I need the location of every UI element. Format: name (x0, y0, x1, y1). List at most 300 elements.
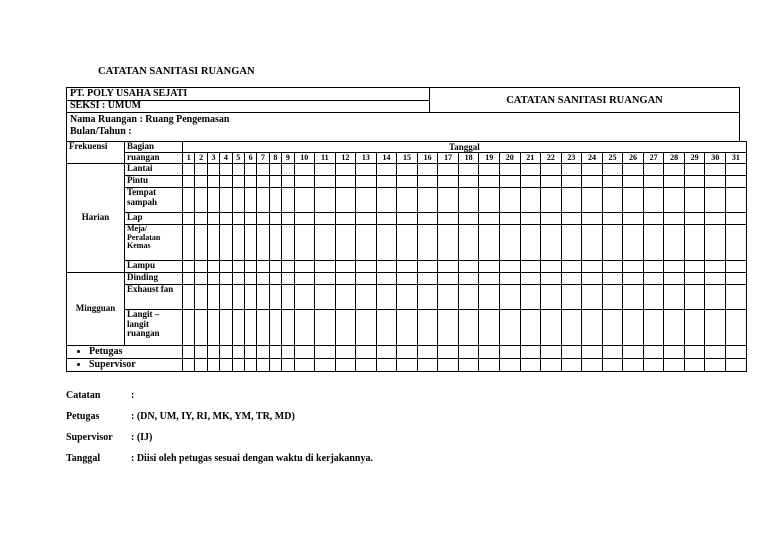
day-cell[interactable] (376, 164, 397, 176)
day-cell[interactable] (499, 310, 520, 346)
day-cell[interactable] (294, 346, 315, 359)
day-cell[interactable] (664, 164, 685, 176)
day-cell[interactable] (438, 225, 459, 261)
day-cell[interactable] (479, 346, 500, 359)
day-cell[interactable] (541, 310, 562, 346)
day-cell[interactable] (376, 225, 397, 261)
day-cell[interactable] (499, 188, 520, 213)
day-cell[interactable] (684, 164, 705, 176)
day-cell[interactable] (356, 164, 377, 176)
day-cell[interactable] (183, 285, 195, 310)
day-cell[interactable] (244, 164, 256, 176)
day-cell[interactable] (438, 213, 459, 225)
day-cell[interactable] (664, 261, 685, 273)
day-cell[interactable] (315, 310, 336, 346)
day-cell[interactable] (479, 310, 500, 346)
day-cell[interactable] (623, 261, 644, 273)
day-cell[interactable] (602, 225, 623, 261)
day-cell[interactable] (207, 213, 219, 225)
day-cell[interactable] (315, 188, 336, 213)
day-cell[interactable] (195, 225, 207, 261)
day-cell[interactable] (520, 188, 541, 213)
day-cell[interactable] (602, 261, 623, 273)
day-cell[interactable] (183, 310, 195, 346)
day-cell[interactable] (257, 273, 269, 285)
day-cell[interactable] (705, 359, 726, 372)
day-cell[interactable] (561, 310, 582, 346)
day-cell[interactable] (356, 188, 377, 213)
day-cell[interactable] (684, 176, 705, 188)
day-cell[interactable] (726, 225, 747, 261)
day-cell[interactable] (282, 285, 294, 310)
day-cell[interactable] (726, 359, 747, 372)
day-cell[interactable] (244, 273, 256, 285)
day-cell[interactable] (244, 213, 256, 225)
day-cell[interactable] (602, 285, 623, 310)
day-cell[interactable] (582, 225, 603, 261)
day-cell[interactable] (438, 188, 459, 213)
day-cell[interactable] (244, 359, 256, 372)
day-cell[interactable] (541, 359, 562, 372)
day-cell[interactable] (376, 213, 397, 225)
day-cell[interactable] (195, 188, 207, 213)
day-cell[interactable] (705, 213, 726, 225)
day-cell[interactable] (294, 285, 315, 310)
day-cell[interactable] (438, 359, 459, 372)
day-cell[interactable] (257, 176, 269, 188)
day-cell[interactable] (664, 346, 685, 359)
day-cell[interactable] (195, 164, 207, 176)
day-cell[interactable] (356, 176, 377, 188)
day-cell[interactable] (335, 213, 356, 225)
day-cell[interactable] (705, 164, 726, 176)
day-cell[interactable] (458, 261, 479, 273)
day-cell[interactable] (520, 310, 541, 346)
day-cell[interactable] (438, 310, 459, 346)
day-cell[interactable] (335, 176, 356, 188)
day-cell[interactable] (438, 346, 459, 359)
day-cell[interactable] (195, 285, 207, 310)
day-cell[interactable] (643, 273, 664, 285)
day-cell[interactable] (602, 188, 623, 213)
day-cell[interactable] (684, 213, 705, 225)
day-cell[interactable] (499, 164, 520, 176)
day-cell[interactable] (356, 359, 377, 372)
day-cell[interactable] (315, 285, 336, 310)
day-cell[interactable] (195, 273, 207, 285)
day-cell[interactable] (220, 164, 232, 176)
day-cell[interactable] (195, 261, 207, 273)
day-cell[interactable] (183, 346, 195, 359)
day-cell[interactable] (220, 346, 232, 359)
day-cell[interactable] (541, 225, 562, 261)
day-cell[interactable] (684, 225, 705, 261)
day-cell[interactable] (183, 273, 195, 285)
day-cell[interactable] (582, 188, 603, 213)
day-cell[interactable] (520, 346, 541, 359)
day-cell[interactable] (376, 346, 397, 359)
day-cell[interactable] (257, 213, 269, 225)
day-cell[interactable] (315, 359, 336, 372)
day-cell[interactable] (232, 213, 244, 225)
day-cell[interactable] (282, 346, 294, 359)
day-cell[interactable] (220, 359, 232, 372)
day-cell[interactable] (335, 310, 356, 346)
day-cell[interactable] (561, 176, 582, 188)
day-cell[interactable] (220, 261, 232, 273)
day-cell[interactable] (397, 164, 418, 176)
day-cell[interactable] (705, 176, 726, 188)
day-cell[interactable] (664, 285, 685, 310)
day-cell[interactable] (376, 188, 397, 213)
day-cell[interactable] (257, 346, 269, 359)
day-cell[interactable] (643, 225, 664, 261)
day-cell[interactable] (705, 188, 726, 213)
day-cell[interactable] (269, 225, 281, 261)
day-cell[interactable] (335, 261, 356, 273)
day-cell[interactable] (195, 176, 207, 188)
day-cell[interactable] (257, 164, 269, 176)
day-cell[interactable] (282, 273, 294, 285)
day-cell[interactable] (269, 213, 281, 225)
day-cell[interactable] (458, 285, 479, 310)
day-cell[interactable] (356, 273, 377, 285)
day-cell[interactable] (232, 261, 244, 273)
day-cell[interactable] (499, 346, 520, 359)
day-cell[interactable] (458, 225, 479, 261)
day-cell[interactable] (684, 310, 705, 346)
day-cell[interactable] (499, 359, 520, 372)
day-cell[interactable] (726, 261, 747, 273)
day-cell[interactable] (561, 213, 582, 225)
day-cell[interactable] (183, 188, 195, 213)
day-cell[interactable] (183, 176, 195, 188)
day-cell[interactable] (479, 213, 500, 225)
day-cell[interactable] (356, 261, 377, 273)
day-cell[interactable] (541, 188, 562, 213)
day-cell[interactable] (541, 213, 562, 225)
day-cell[interactable] (244, 346, 256, 359)
day-cell[interactable] (643, 285, 664, 310)
day-cell[interactable] (520, 176, 541, 188)
day-cell[interactable] (458, 176, 479, 188)
day-cell[interactable] (335, 164, 356, 176)
day-cell[interactable] (623, 285, 644, 310)
day-cell[interactable] (602, 346, 623, 359)
day-cell[interactable] (294, 164, 315, 176)
day-cell[interactable] (705, 346, 726, 359)
day-cell[interactable] (207, 346, 219, 359)
day-cell[interactable] (664, 273, 685, 285)
day-cell[interactable] (315, 261, 336, 273)
day-cell[interactable] (282, 213, 294, 225)
day-cell[interactable] (335, 188, 356, 213)
day-cell[interactable] (257, 225, 269, 261)
day-cell[interactable] (417, 176, 438, 188)
day-cell[interactable] (269, 273, 281, 285)
day-cell[interactable] (479, 225, 500, 261)
day-cell[interactable] (664, 188, 685, 213)
day-cell[interactable] (207, 285, 219, 310)
day-cell[interactable] (561, 225, 582, 261)
day-cell[interactable] (232, 346, 244, 359)
day-cell[interactable] (232, 188, 244, 213)
day-cell[interactable] (438, 273, 459, 285)
day-cell[interactable] (207, 359, 219, 372)
day-cell[interactable] (376, 285, 397, 310)
day-cell[interactable] (623, 188, 644, 213)
day-cell[interactable] (397, 346, 418, 359)
day-cell[interactable] (417, 225, 438, 261)
day-cell[interactable] (232, 176, 244, 188)
day-cell[interactable] (397, 213, 418, 225)
day-cell[interactable] (705, 273, 726, 285)
day-cell[interactable] (220, 213, 232, 225)
day-cell[interactable] (183, 213, 195, 225)
day-cell[interactable] (541, 176, 562, 188)
day-cell[interactable] (315, 346, 336, 359)
day-cell[interactable] (417, 285, 438, 310)
day-cell[interactable] (458, 164, 479, 176)
day-cell[interactable] (232, 310, 244, 346)
day-cell[interactable] (207, 188, 219, 213)
day-cell[interactable] (684, 261, 705, 273)
day-cell[interactable] (582, 273, 603, 285)
day-cell[interactable] (207, 164, 219, 176)
day-cell[interactable] (294, 359, 315, 372)
day-cell[interactable] (643, 310, 664, 346)
day-cell[interactable] (684, 188, 705, 213)
day-cell[interactable] (356, 310, 377, 346)
day-cell[interactable] (269, 188, 281, 213)
day-cell[interactable] (643, 176, 664, 188)
day-cell[interactable] (664, 310, 685, 346)
day-cell[interactable] (397, 176, 418, 188)
day-cell[interactable] (315, 273, 336, 285)
day-cell[interactable] (458, 346, 479, 359)
day-cell[interactable] (417, 213, 438, 225)
day-cell[interactable] (458, 310, 479, 346)
day-cell[interactable] (602, 273, 623, 285)
day-cell[interactable] (417, 261, 438, 273)
day-cell[interactable] (282, 164, 294, 176)
day-cell[interactable] (397, 359, 418, 372)
day-cell[interactable] (499, 176, 520, 188)
day-cell[interactable] (438, 176, 459, 188)
day-cell[interactable] (479, 176, 500, 188)
day-cell[interactable] (356, 225, 377, 261)
day-cell[interactable] (232, 273, 244, 285)
day-cell[interactable] (582, 261, 603, 273)
day-cell[interactable] (479, 273, 500, 285)
day-cell[interactable] (602, 164, 623, 176)
day-cell[interactable] (294, 225, 315, 261)
day-cell[interactable] (335, 225, 356, 261)
day-cell[interactable] (582, 213, 603, 225)
day-cell[interactable] (726, 273, 747, 285)
day-cell[interactable] (705, 310, 726, 346)
day-cell[interactable] (207, 310, 219, 346)
day-cell[interactable] (643, 188, 664, 213)
day-cell[interactable] (705, 225, 726, 261)
day-cell[interactable] (244, 176, 256, 188)
day-cell[interactable] (684, 285, 705, 310)
day-cell[interactable] (220, 188, 232, 213)
day-cell[interactable] (623, 310, 644, 346)
day-cell[interactable] (541, 164, 562, 176)
day-cell[interactable] (499, 273, 520, 285)
day-cell[interactable] (220, 285, 232, 310)
day-cell[interactable] (397, 261, 418, 273)
day-cell[interactable] (232, 359, 244, 372)
day-cell[interactable] (257, 359, 269, 372)
day-cell[interactable] (294, 176, 315, 188)
day-cell[interactable] (726, 188, 747, 213)
day-cell[interactable] (356, 213, 377, 225)
day-cell[interactable] (269, 176, 281, 188)
day-cell[interactable] (684, 273, 705, 285)
day-cell[interactable] (438, 285, 459, 310)
day-cell[interactable] (623, 273, 644, 285)
day-cell[interactable] (417, 359, 438, 372)
day-cell[interactable] (520, 273, 541, 285)
day-cell[interactable] (195, 213, 207, 225)
day-cell[interactable] (232, 164, 244, 176)
day-cell[interactable] (417, 273, 438, 285)
day-cell[interactable] (582, 285, 603, 310)
day-cell[interactable] (458, 359, 479, 372)
day-cell[interactable] (438, 261, 459, 273)
day-cell[interactable] (417, 310, 438, 346)
day-cell[interactable] (541, 273, 562, 285)
day-cell[interactable] (438, 164, 459, 176)
day-cell[interactable] (602, 359, 623, 372)
day-cell[interactable] (257, 261, 269, 273)
day-cell[interactable] (294, 310, 315, 346)
day-cell[interactable] (356, 285, 377, 310)
day-cell[interactable] (282, 176, 294, 188)
day-cell[interactable] (294, 261, 315, 273)
day-cell[interactable] (207, 176, 219, 188)
day-cell[interactable] (269, 310, 281, 346)
day-cell[interactable] (220, 225, 232, 261)
day-cell[interactable] (499, 213, 520, 225)
day-cell[interactable] (417, 164, 438, 176)
day-cell[interactable] (183, 164, 195, 176)
day-cell[interactable] (479, 164, 500, 176)
day-cell[interactable] (282, 188, 294, 213)
day-cell[interactable] (499, 225, 520, 261)
day-cell[interactable] (499, 261, 520, 273)
day-cell[interactable] (195, 359, 207, 372)
day-cell[interactable] (220, 310, 232, 346)
day-cell[interactable] (257, 285, 269, 310)
day-cell[interactable] (684, 359, 705, 372)
day-cell[interactable] (643, 359, 664, 372)
day-cell[interactable] (623, 213, 644, 225)
day-cell[interactable] (315, 225, 336, 261)
day-cell[interactable] (561, 188, 582, 213)
day-cell[interactable] (602, 213, 623, 225)
day-cell[interactable] (269, 346, 281, 359)
day-cell[interactable] (207, 261, 219, 273)
day-cell[interactable] (520, 359, 541, 372)
day-cell[interactable] (541, 346, 562, 359)
day-cell[interactable] (664, 359, 685, 372)
day-cell[interactable] (397, 188, 418, 213)
day-cell[interactable] (623, 176, 644, 188)
day-cell[interactable] (561, 285, 582, 310)
day-cell[interactable] (582, 176, 603, 188)
day-cell[interactable] (458, 188, 479, 213)
day-cell[interactable] (582, 359, 603, 372)
day-cell[interactable] (643, 164, 664, 176)
day-cell[interactable] (684, 346, 705, 359)
day-cell[interactable] (705, 261, 726, 273)
day-cell[interactable] (183, 359, 195, 372)
day-cell[interactable] (244, 261, 256, 273)
day-cell[interactable] (335, 346, 356, 359)
day-cell[interactable] (643, 346, 664, 359)
day-cell[interactable] (561, 164, 582, 176)
day-cell[interactable] (726, 310, 747, 346)
day-cell[interactable] (315, 213, 336, 225)
day-cell[interactable] (257, 310, 269, 346)
day-cell[interactable] (282, 359, 294, 372)
day-cell[interactable] (458, 273, 479, 285)
day-cell[interactable] (623, 346, 644, 359)
day-cell[interactable] (726, 164, 747, 176)
day-cell[interactable] (207, 225, 219, 261)
day-cell[interactable] (269, 359, 281, 372)
day-cell[interactable] (582, 310, 603, 346)
day-cell[interactable] (397, 273, 418, 285)
day-cell[interactable] (356, 346, 377, 359)
day-cell[interactable] (561, 359, 582, 372)
day-cell[interactable] (541, 261, 562, 273)
day-cell[interactable] (726, 346, 747, 359)
day-cell[interactable] (244, 310, 256, 346)
day-cell[interactable] (582, 164, 603, 176)
day-cell[interactable] (520, 285, 541, 310)
day-cell[interactable] (195, 310, 207, 346)
day-cell[interactable] (269, 285, 281, 310)
day-cell[interactable] (269, 261, 281, 273)
day-cell[interactable] (282, 261, 294, 273)
day-cell[interactable] (479, 261, 500, 273)
day-cell[interactable] (705, 285, 726, 310)
day-cell[interactable] (643, 261, 664, 273)
day-cell[interactable] (602, 176, 623, 188)
day-cell[interactable] (479, 188, 500, 213)
day-cell[interactable] (561, 346, 582, 359)
day-cell[interactable] (376, 176, 397, 188)
day-cell[interactable] (207, 273, 219, 285)
day-cell[interactable] (376, 261, 397, 273)
day-cell[interactable] (294, 213, 315, 225)
day-cell[interactable] (520, 225, 541, 261)
day-cell[interactable] (643, 213, 664, 225)
day-cell[interactable] (244, 225, 256, 261)
day-cell[interactable] (315, 176, 336, 188)
day-cell[interactable] (335, 285, 356, 310)
day-cell[interactable] (257, 188, 269, 213)
day-cell[interactable] (520, 261, 541, 273)
day-cell[interactable] (664, 225, 685, 261)
day-cell[interactable] (499, 285, 520, 310)
day-cell[interactable] (479, 285, 500, 310)
day-cell[interactable] (417, 346, 438, 359)
